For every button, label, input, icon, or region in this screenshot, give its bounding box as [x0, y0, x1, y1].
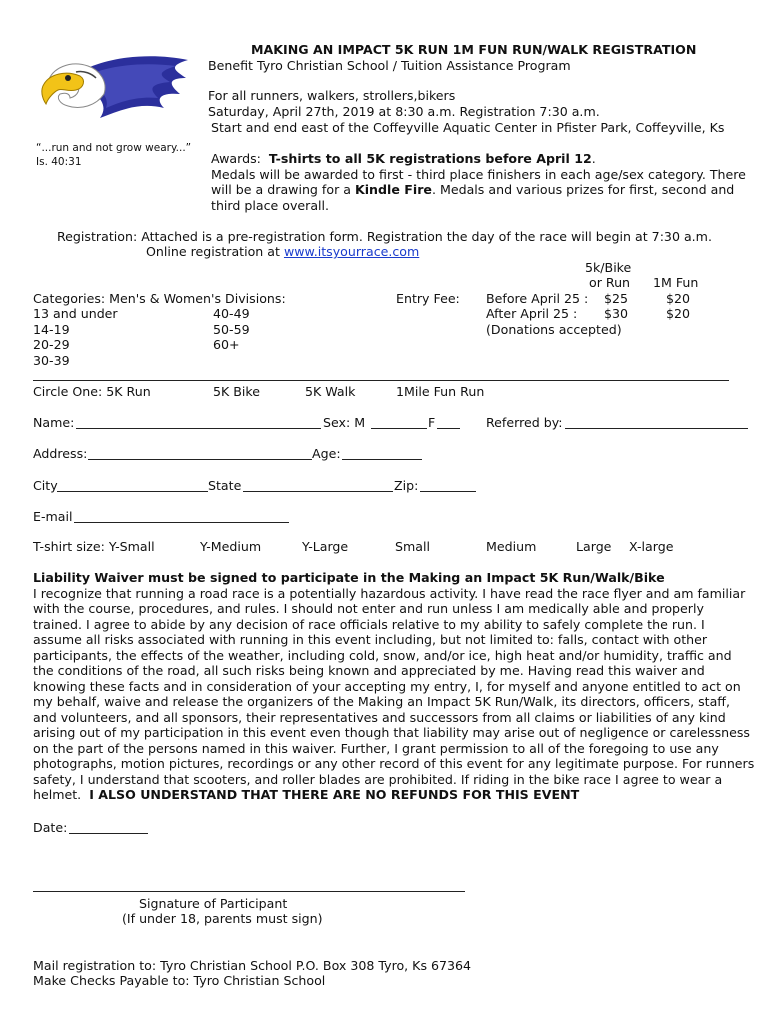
referred-field[interactable]: [565, 428, 748, 429]
referred-label: Referred by:: [486, 415, 563, 430]
circle-one-fun-run[interactable]: 1Mile Fun Run: [396, 384, 485, 399]
signature-line[interactable]: [33, 891, 465, 892]
subtitle: Benefit Tyro Christian School / Tuition Assistance Program: [208, 58, 571, 73]
awards-line1: [211, 151, 596, 166]
entry-fee-label: Entry Fee:: [396, 291, 460, 306]
name-field[interactable]: [76, 428, 321, 429]
circle-one-run[interactable]: Circle One: 5K Run: [33, 384, 151, 399]
tshirt-size-medium[interactable]: Medium: [486, 539, 537, 554]
awards-line2: Medals will be awarded to first - third place finishers in each age/sex category. There: [211, 167, 746, 182]
sex-f-field[interactable]: [437, 428, 460, 429]
category-item: 50-59: [213, 322, 250, 337]
email-label: E-mail: [33, 509, 73, 524]
fee-bike-run: $30: [604, 306, 629, 321]
online-pre: Online registration at: [146, 244, 284, 259]
checks-payable: Make Checks Payable to: Tyro Christian School: [33, 973, 326, 988]
categories-label: Categories: Men's & Women's Divisions:: [33, 291, 286, 306]
category-item: 60+: [213, 337, 240, 352]
category-item: 13 and under: [33, 306, 118, 321]
fee-head-fun: 1M Fun: [653, 275, 699, 290]
awards-label: Awards:: [211, 151, 261, 166]
tshirt-size-small[interactable]: Small: [395, 539, 430, 554]
online-registration: [146, 244, 419, 259]
circle-one-walk[interactable]: 5K Walk: [305, 384, 356, 399]
sex-label: Sex: M: [323, 415, 366, 430]
address-field[interactable]: [88, 459, 312, 460]
age-label: Age:: [312, 446, 341, 461]
registration-link[interactable]: www.itsyourrace.com: [283, 244, 420, 259]
name-label: Name:: [33, 415, 75, 430]
fee-head-bike-b: or Run: [589, 275, 631, 290]
divider: [33, 380, 729, 381]
awards-kindle: Kindle Fire: [354, 182, 432, 197]
category-item: 40-49: [213, 306, 250, 321]
donations-note: (Donations accepted): [486, 322, 622, 337]
city-label: City: [33, 478, 58, 493]
awards-line3-pre: will be a drawing for a: [211, 182, 355, 197]
category-item: 20-29: [33, 337, 70, 352]
liability-waiver: [33, 570, 755, 803]
waiver-body: I recognize that running a road race is a potentially hazardous activity. I have read the race flyer and am familiar with the course, procedures, and rules. I should not enter and run unless I am medically able and properly trained. I agree to abide by any decision of race officials relative to my ability to safely complete the run. I assume all risks associated with running in this event including, but not limited to: falls, contact with other participants, the effects of the weather, including cold, snow, and/or ice, high heat and/or humidity, traffic and the conditions of the road, all such risks being known and appreciated by me. Having read this waiver and knowing these facts and in consideration of your accepting my entry, I, for myself and anyone entitled to act on my behalf, waive and release the organizers of the Making an Impact 5K Run/Walk, its directors, officers, staff, and volunteers, and all sponsors, their representatives and successors from all claims or liabilities of any kind arising out of my participation in this event even though that liability may arise out of negligence or carelessness on the part of the persons named in this waiver. Further, I grant permission to all of the foregoing to use any photographs, motion pictures, recordings or any other record of this event for any legitimate purpose. For runners safety, I understand that scooters, and roller blades are prohibited. If riding in the bike race I agree to wear a helmet.: [33, 585, 755, 802]
waiver-refunds: I ALSO UNDERSTAND THAT THERE ARE NO REFUNDS FOR THIS EVENT: [89, 787, 580, 802]
quote-line1: “...run and not grow weary...”: [36, 142, 192, 154]
audience: For all runners, walkers, strollers,bikers: [208, 88, 456, 103]
state-field[interactable]: [243, 491, 393, 492]
fee-bike-run: $25: [604, 291, 629, 306]
awards-period: .: [591, 151, 596, 166]
page-title: MAKING AN IMPACT 5K RUN 1M FUN RUN/WALK REGISTRATION: [251, 42, 697, 57]
zip-label: Zip:: [394, 478, 419, 493]
waiver-heading: Liability Waiver must be signed to participate in the Making an Impact 5K Run/Walk/Bike: [33, 570, 665, 585]
tshirt-size-ylarge[interactable]: Y-Large: [302, 539, 349, 554]
age-field[interactable]: [342, 459, 422, 460]
fee-head-bike-a: 5k/Bike: [585, 260, 632, 275]
event-datetime: Saturday, April 27th, 2019 at 8:30 a.m. Registration 7:30 a.m.: [208, 104, 600, 119]
state-label: State: [208, 478, 242, 493]
tshirt-size-ysmall[interactable]: T-shirt size: Y-Small: [33, 539, 155, 554]
city-field[interactable]: [57, 491, 208, 492]
awards-line4: third place overall.: [211, 198, 330, 213]
registration-line: Registration: Attached is a pre-registration form. Registration the day of the race will begin at 7:30 a.m.: [57, 229, 712, 244]
tshirt-size-large[interactable]: Large: [576, 539, 612, 554]
eagle-logo: [40, 48, 190, 128]
tshirt-size-xlarge[interactable]: X-large: [629, 539, 674, 554]
fee-fun: $20: [666, 291, 691, 306]
category-item: 14-19: [33, 322, 70, 337]
fee-row-label: Before April 25 :: [486, 291, 589, 306]
sex-f-label: F: [428, 415, 436, 430]
awards-line3-post: . Medals and various prizes for first, second and: [431, 182, 735, 197]
fee-fun: $20: [666, 306, 691, 321]
sex-m-field[interactable]: [371, 428, 427, 429]
zip-field[interactable]: [420, 491, 476, 492]
mail-address: Mail registration to: Tyro Christian School P.O. Box 308 Tyro, Ks 67364: [33, 958, 472, 973]
fee-row-label: After April 25 :: [486, 306, 578, 321]
date-label: Date:: [33, 820, 68, 835]
date-field[interactable]: [69, 833, 148, 834]
category-item: 30-39: [33, 353, 70, 368]
event-location: Start and end east of the Coffeyville Aquatic Center in Pfister Park, Coffeyville, Ks: [211, 120, 725, 135]
tshirt-size-ymedium[interactable]: Y-Medium: [200, 539, 262, 554]
address-label: Address:: [33, 446, 88, 461]
awards-tshirts: T-shirts to all 5K registrations before April 12: [268, 151, 592, 166]
awards-line3: [211, 182, 734, 197]
signature-label: Signature of Participant: [139, 896, 288, 911]
email-field[interactable]: [74, 522, 289, 523]
quote-line2: Is. 40:31: [36, 156, 82, 168]
signature-note: (If under 18, parents must sign): [122, 911, 323, 926]
circle-one-bike[interactable]: 5K Bike: [213, 384, 261, 399]
